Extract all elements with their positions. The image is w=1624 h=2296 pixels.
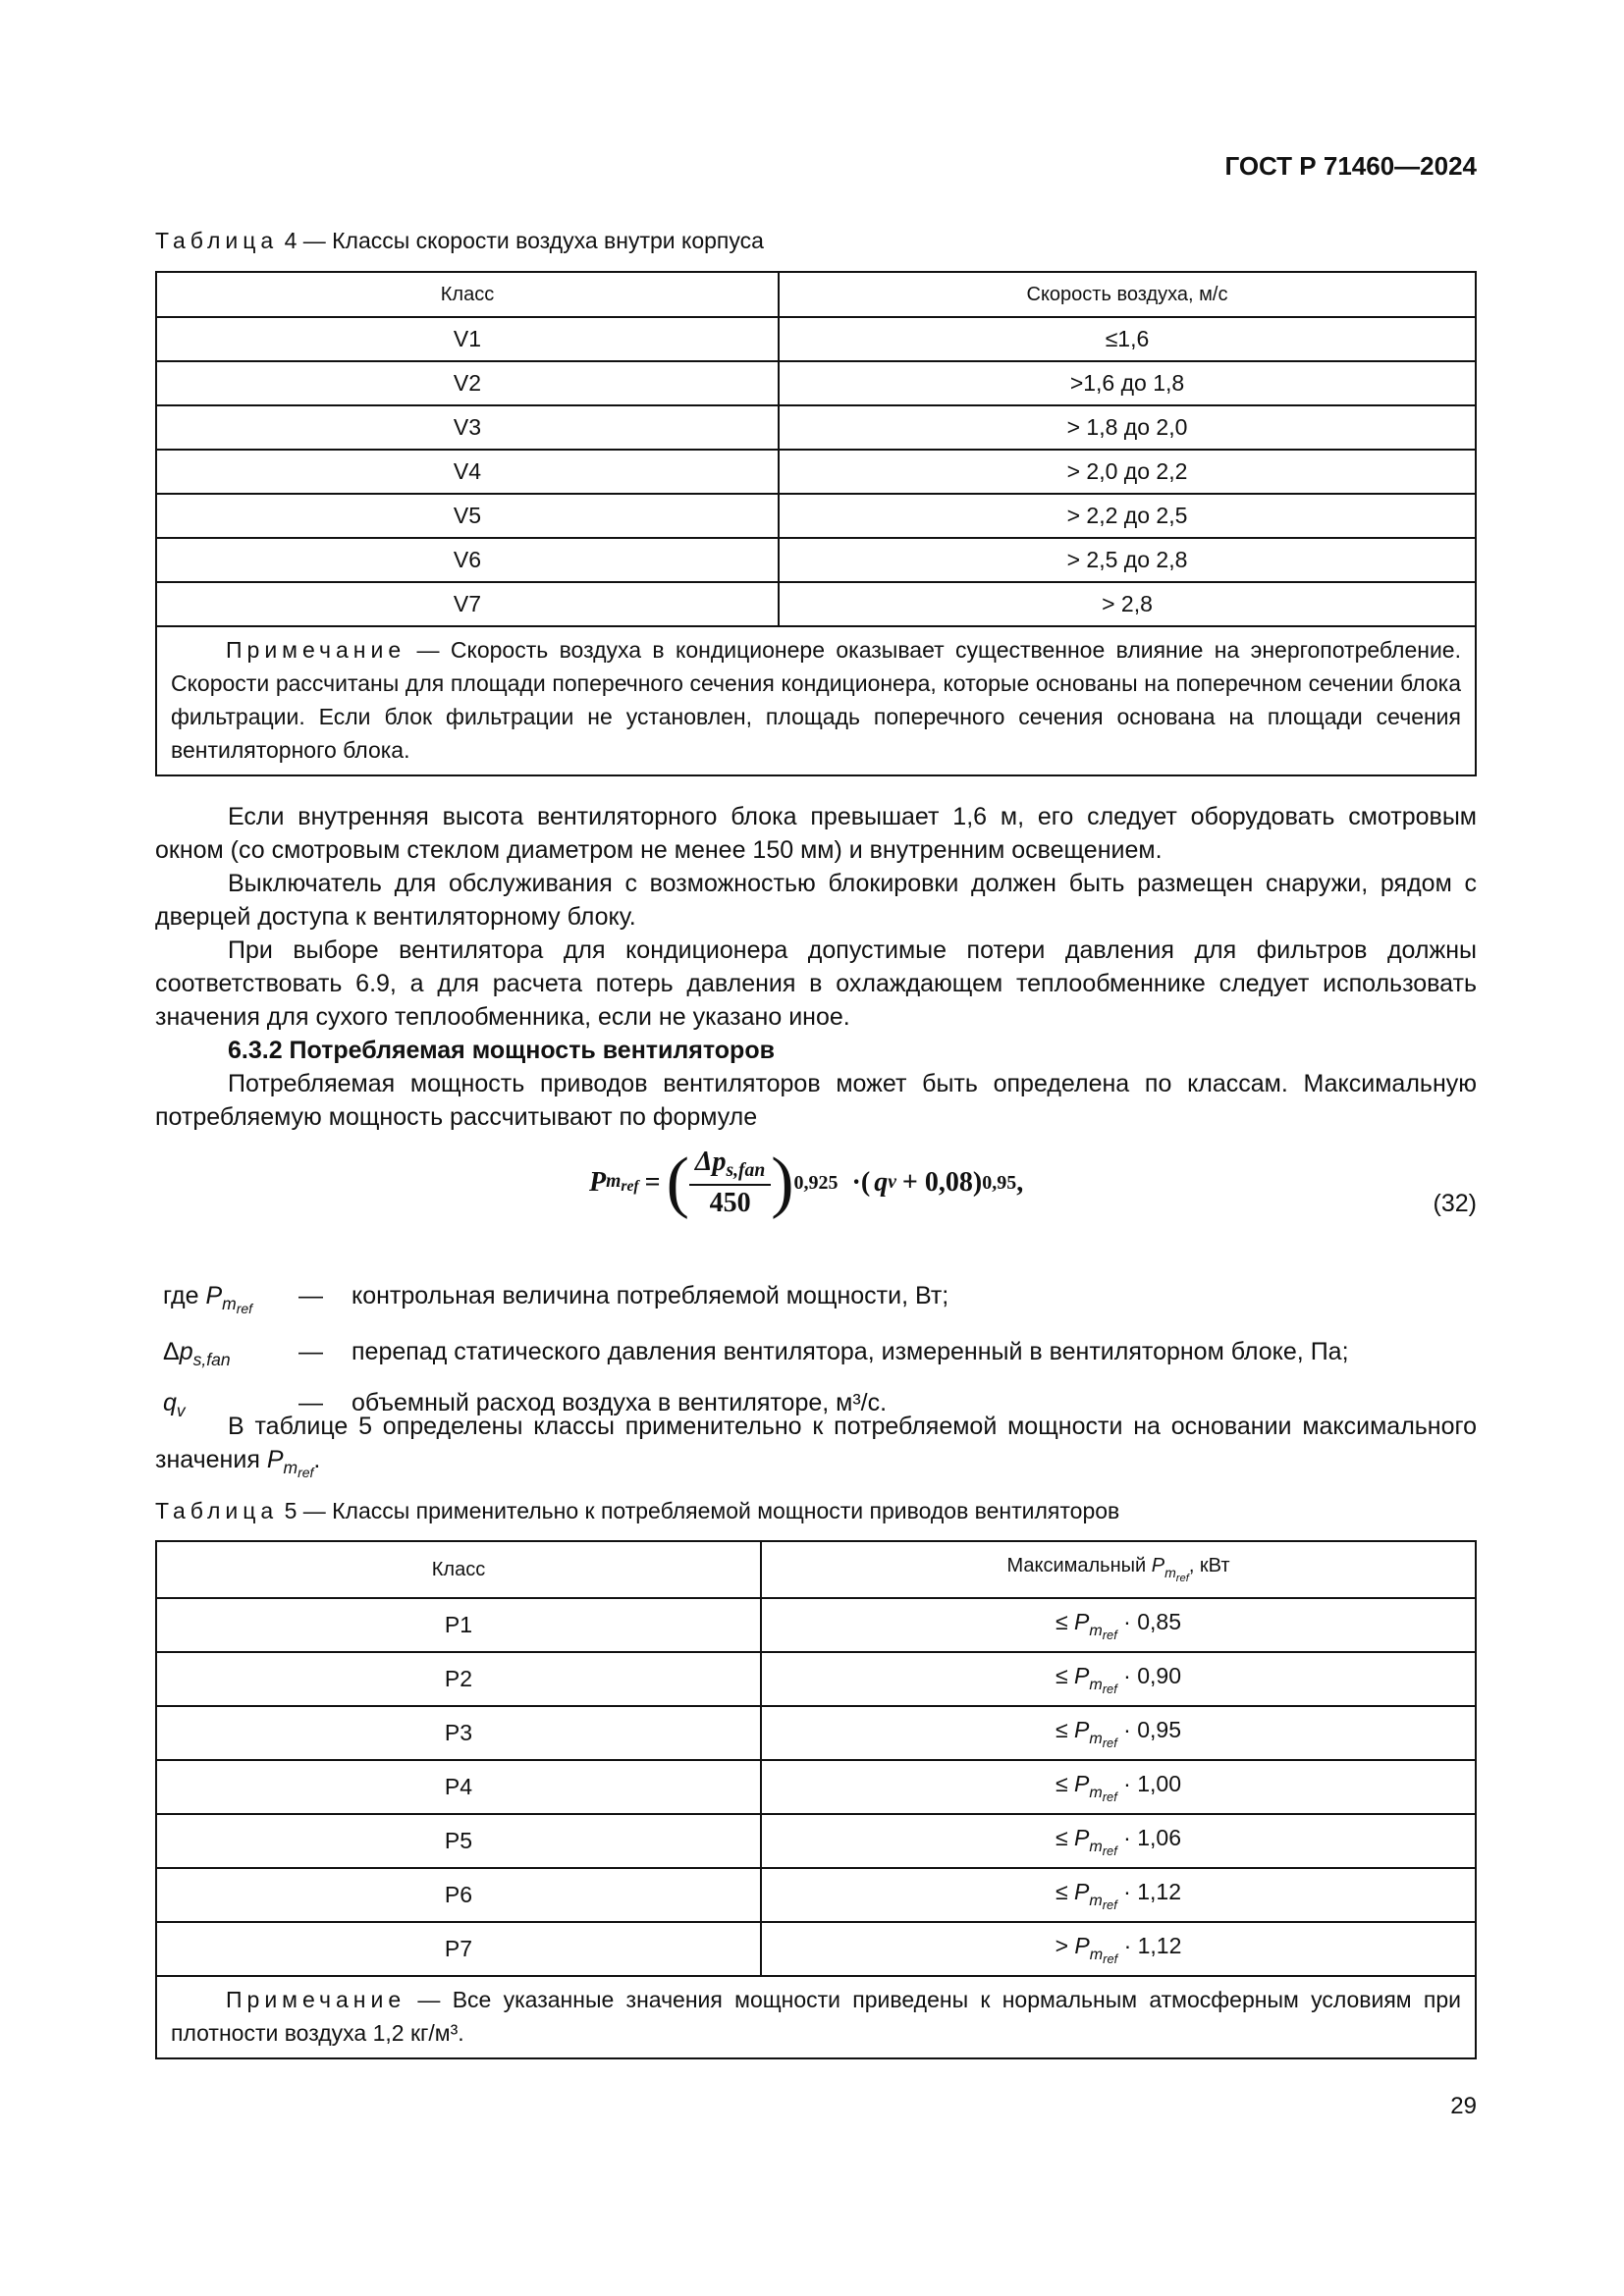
definition-text: перепад статического давления вентилятора, измеренный в вентиляторном блоке, Па; <box>352 1338 1349 1365</box>
table5-caption <box>155 1498 1119 1524</box>
table4-row <box>156 494 1476 538</box>
formula-fraction <box>689 1147 771 1219</box>
table4-caption-word: Таблица <box>155 228 279 253</box>
table5-row <box>156 1868 1476 1922</box>
formula-factor-rest: + 0,08) <box>901 1167 983 1198</box>
table5 <box>155 1540 1477 2059</box>
table4-cell-class: V1 <box>156 317 779 361</box>
table5-caption-text: 5 — Классы применительно к потребляемой мощности приводов вентиляторов <box>284 1498 1120 1523</box>
paragraph-inspection-window: Если внутренняя высота вентиляторного блока превышает 1,6 м, его следует оборудовать смотровым окном (со смотровым стеклом диаметром не менее 150 мм) и внутренним освещением. <box>155 803 1477 864</box>
formula-numerator-sub: s,fan <box>726 1160 766 1181</box>
table4-caption-text: 4 — Классы скорости воздуха внутри корпуса <box>284 228 764 253</box>
formula-factor-var: q <box>874 1167 889 1198</box>
table5-row <box>156 1814 1476 1868</box>
table5-cell-class: P1 <box>156 1598 761 1652</box>
definition-dash: — <box>298 1389 323 1416</box>
table5-row <box>156 1652 1476 1706</box>
formula-lhs-symbol: P <box>589 1167 607 1198</box>
table4-cell-speed: ≤1,6 <box>779 317 1476 361</box>
table4-cell-class: V3 <box>156 405 779 450</box>
formula-exponent-2: 0,95 <box>982 1171 1017 1194</box>
table5-cell-class: P7 <box>156 1922 761 1976</box>
table4-row <box>156 405 1476 450</box>
table5-body <box>156 1598 1476 1976</box>
table5-header-max-power: Максимальный $P_{m_{ref}}$, кВт <box>761 1541 1476 1598</box>
table5-row <box>156 1760 1476 1814</box>
table4-header-speed: Скорость воздуха, м/с <box>779 272 1476 317</box>
table4-cell-class: V7 <box>156 582 779 626</box>
table4-cell-class: V6 <box>156 538 779 582</box>
table4-body <box>156 317 1476 626</box>
paragraph-fan-selection: При выборе вентилятора для кондиционера допустимые потери давления для фильтров должны соответствовать 6.9, а для расчета потерь давления в охлаждающем теплообменнике следует использовать значения для сухого теплообменника, если не указано иное. <box>155 936 1477 1031</box>
table4-row <box>156 361 1476 405</box>
page-number: 29 <box>1450 2093 1477 2119</box>
table5-cell-limit: ≤ $P_{m_{ref}} \cdot 1,00$ <box>761 1760 1476 1814</box>
formula-factor-sub: v <box>888 1172 896 1193</box>
table5-intro: В таблице 5 определены классы применительно к потребляемой мощности на основании максимального значения $P_{m_{ref}}$. <box>155 1413 1477 1480</box>
table5-cell-class: P3 <box>156 1706 761 1760</box>
table5-cell-class: P4 <box>156 1760 761 1814</box>
formula-32: P $m_{ref}$ = ( $\frac{\Delta p_{s,fan}}{450}$ ) 0,925 ·( q v + 0,08) 0,95 , <box>589 1145 1024 1220</box>
formula-denominator: 450 <box>709 1188 751 1218</box>
formula-numerator: Δp <box>694 1147 727 1177</box>
definition-symbol: где $P_{m_{ref}}$ <box>163 1282 253 1316</box>
definition-dash: — <box>298 1338 323 1365</box>
definition-text: контрольная величина потребляемой мощности, Вт; <box>352 1282 949 1309</box>
section-heading: 6.3.2 Потребляемая мощность вентиляторов <box>228 1037 775 1064</box>
table4-note-word: Примечание <box>226 637 406 663</box>
formula-exponent-1: 0,925 <box>793 1171 839 1194</box>
paragraph-table5-intro: В таблице 5 определены классы применительно к потребляемой мощности на основании максимального значения <box>155 1413 1477 1473</box>
table5-cell-limit: ≤ $P_{m_{ref}} \cdot 0,85$ <box>761 1598 1476 1652</box>
table5-cell-limit: ≤ $P_{m_{ref}} \cdot 1,06$ <box>761 1814 1476 1868</box>
formula-lhs-sub: m <box>606 1170 622 1192</box>
formula-definitions <box>163 1274 1349 1432</box>
table5-cell-limit: ≤ $P_{m_{ref}} \cdot 0,95$ <box>761 1706 1476 1760</box>
table4-row <box>156 317 1476 361</box>
table4-cell-speed: > 2,5 до 2,8 <box>779 538 1476 582</box>
document-code: ГОСТ Р 71460—2024 <box>1224 151 1477 181</box>
table4-note-text: — Скорость воздуха в кондиционере оказывает существенное влияние на энергопотребление. Скорости рассчитаны для площади поперечного сечения кондиционера, которые основаны на поперечном сечении блока фильтрации. Если блок фильтрации не установлен, площадь поперечного сечения основана на площади сечения вентиляторного блока. <box>171 637 1461 763</box>
table4-row <box>156 538 1476 582</box>
table5-note-word: Примечание <box>226 1987 406 2012</box>
table4-cell-class: V5 <box>156 494 779 538</box>
table4 <box>155 271 1477 776</box>
table5-row <box>156 1598 1476 1652</box>
paragraph-maintenance-switch: Выключатель для обслуживания с возможностью блокировки должен быть размещен снаружи, рядом с дверцей доступа к вентиляторному блоку. <box>155 870 1477 931</box>
table4-row <box>156 450 1476 494</box>
table5-row <box>156 1706 1476 1760</box>
table4-row <box>156 582 1476 626</box>
definition-symbol: $\Delta p_{s,fan}$ <box>163 1338 231 1369</box>
body-text <box>155 800 1477 1134</box>
table4-cell-speed: > 2,0 до 2,2 <box>779 450 1476 494</box>
table4-cell-speed: > 2,2 до 2,5 <box>779 494 1476 538</box>
definition-text: объемный расход воздуха в вентиляторе, м³/с. <box>352 1389 888 1416</box>
table5-cell-limit: ≤ $P_{m_{ref}} \cdot 1,12$ <box>761 1868 1476 1922</box>
definition-row <box>163 1274 1349 1330</box>
table5-note <box>156 1976 1476 2058</box>
table5-row <box>156 1922 1476 1976</box>
formula-lhs-subsub: ref <box>621 1177 639 1195</box>
table5-cell-limit: ≤ $P_{m_{ref}} \cdot 0,90$ <box>761 1652 1476 1706</box>
definition-row <box>163 1330 1349 1381</box>
table4-note <box>156 626 1476 775</box>
table5-caption-word: Таблица <box>155 1498 279 1523</box>
table5-cell-limit: > $P_{m_{ref}} \cdot 1,12$ <box>761 1922 1476 1976</box>
table5-note-text: — Все указанные значения мощности приведены к нормальным атмосферным условиям при плотности воздуха 1,2 кг/м³. <box>171 1987 1461 2046</box>
table4-header-class: Класс <box>156 272 779 317</box>
table5-cell-class: P6 <box>156 1868 761 1922</box>
definition-dash: — <box>298 1282 323 1309</box>
table4-cell-class: V4 <box>156 450 779 494</box>
formula-number: (32) <box>1433 1190 1477 1217</box>
table5-cell-class: P5 <box>156 1814 761 1868</box>
table4-cell-speed: > 2,8 <box>779 582 1476 626</box>
definition-symbol: $q_v$ <box>163 1389 186 1420</box>
table4-caption <box>155 228 764 254</box>
table4-cell-speed: > 1,8 до 2,0 <box>779 405 1476 450</box>
table5-cell-class: P2 <box>156 1652 761 1706</box>
table4-cell-class: V2 <box>156 361 779 405</box>
table4-cell-speed: >1,6 до 1,8 <box>779 361 1476 405</box>
table5-header-class: Класс <box>156 1541 761 1598</box>
paragraph-power-classes: Потребляемая мощность приводов вентиляторов может быть определена по классам. Максимальную потребляемую мощность рассчитывают по формуле <box>155 1070 1477 1131</box>
